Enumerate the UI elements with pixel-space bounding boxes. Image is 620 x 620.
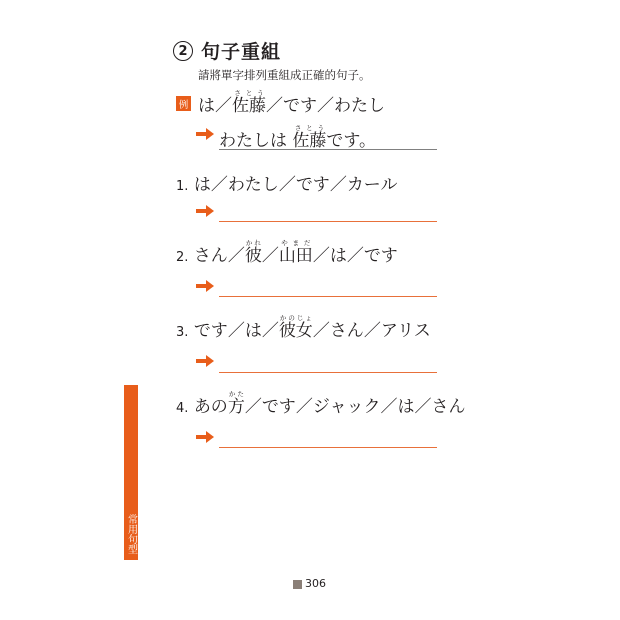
arrow-right-icon bbox=[196, 431, 214, 443]
answer-line-1[interactable] bbox=[219, 221, 437, 222]
separator: ／ bbox=[317, 96, 334, 116]
separator: ／ bbox=[266, 96, 283, 116]
word: わたし bbox=[334, 96, 385, 116]
section-number-circle: 2 bbox=[173, 41, 193, 61]
question-number: 3. bbox=[176, 325, 189, 340]
example-answer: わたしは 佐藤さとうです。 bbox=[219, 124, 377, 151]
example-answer-line bbox=[219, 149, 437, 150]
separator: ／ bbox=[215, 96, 232, 116]
chapter-side-tab bbox=[124, 385, 138, 560]
furigana-word: 方かた bbox=[227, 390, 245, 417]
furigana-word: 山田やまだ bbox=[278, 239, 313, 266]
answer-line-3[interactable] bbox=[219, 372, 437, 373]
furigana-word: 佐藤さとう bbox=[232, 89, 266, 116]
question-1: 1. は／わたし／です／カール bbox=[176, 175, 398, 195]
arrow-right-icon bbox=[196, 128, 214, 140]
answer-line-4[interactable] bbox=[219, 447, 437, 448]
side-tab-label: 常用句型 bbox=[125, 514, 137, 554]
question-number: 4. bbox=[176, 401, 189, 416]
question-3: 3. です／は／彼女かのじょ／さん／アリス bbox=[176, 314, 431, 341]
arrow-right-icon bbox=[196, 205, 214, 217]
question-number: 1. bbox=[176, 179, 189, 194]
question-number: 2. bbox=[176, 250, 189, 265]
arrow-right-icon bbox=[196, 355, 214, 367]
section-title: 句子重組 bbox=[201, 41, 282, 63]
furigana-word: 佐藤さとう bbox=[292, 124, 327, 151]
page-number: 306 bbox=[305, 577, 326, 590]
square-icon bbox=[293, 580, 302, 589]
answer-line-2[interactable] bbox=[219, 296, 437, 297]
example-sentence bbox=[198, 89, 385, 116]
furigana-word: 彼かれ bbox=[244, 239, 262, 266]
question-2: 2. さん／彼かれ／山田やまだ／は／です bbox=[176, 239, 398, 266]
question-4: 4. あの方かた／です／ジャック／は／さん bbox=[176, 390, 466, 417]
instruction-text: 請將單字排列重組成正確的句子。 bbox=[198, 68, 371, 82]
furigana-word: 彼女かのじょ bbox=[278, 314, 313, 341]
word: です bbox=[283, 96, 317, 116]
example-badge: 例 bbox=[176, 96, 191, 111]
arrow-right-icon bbox=[196, 280, 214, 292]
word: は bbox=[198, 96, 215, 116]
